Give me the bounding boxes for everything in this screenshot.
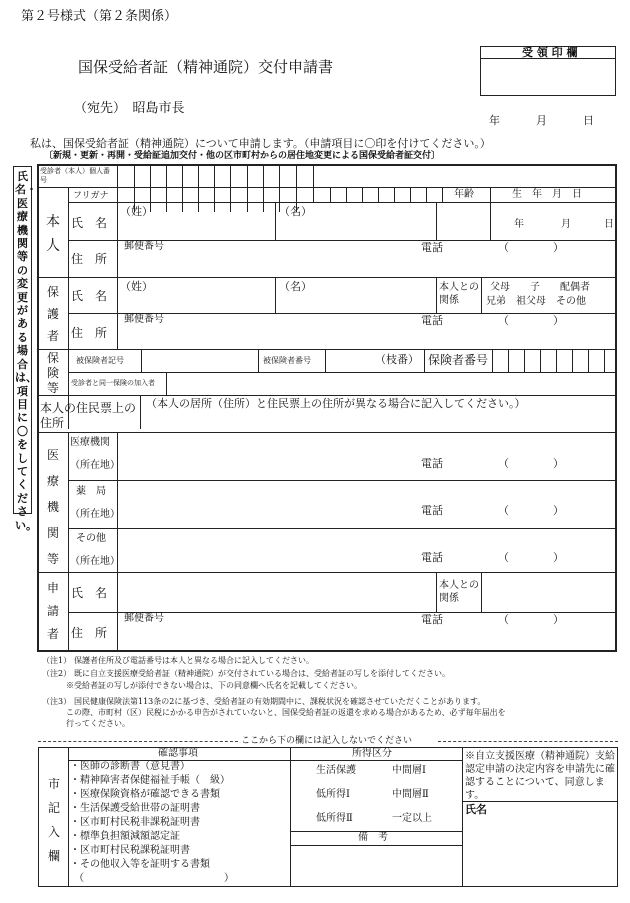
other-facility-label: その他 [76,533,106,544]
applicant-phone-label: 電話 [421,613,443,626]
check-item-6: ・標準負担額減額認定証 [70,831,180,842]
check-item-1: ・医師の診断書（意見書） [70,761,190,772]
birthdate-label: 生 年 月 日 [512,189,582,200]
note3c: 行ってください。 [66,719,130,728]
hospital-label: 医療機関 [70,437,110,448]
guardian-address-label: 住 所 [71,326,108,340]
insurer-number-label: 保険者番号 [428,353,489,367]
note1-num: （注1） [42,656,72,665]
stamp-box-label: 受 領 印 欄 [522,46,578,59]
consent-name-label: 氏名 [465,803,487,816]
applicant-postal: 郵便番号 [124,613,164,624]
birth-year: 年 [514,219,524,230]
pharmacy-phone-label: 電話 [421,504,443,517]
note3: 国民健康保険法第113条の2に基づき、受給者証の有効期間中に、課税状況を確認させていただくことがあります。 [74,697,486,706]
check-item-paren: （ ） [74,873,234,884]
insured-number: 被保険者番号 [263,356,311,365]
form-number: 第２号様式（第２条関係） [21,9,178,24]
note2b: ※受給者証の写しが添付できない場合は、下の同意欄へ氏名を記載してください。 [66,681,362,690]
honin-address-label: 住 所 [71,252,108,266]
honin-section: 本人 [46,214,60,254]
income-4: 中間層Ⅱ [392,789,429,800]
pharmacy-location: （所在地） [70,509,120,520]
guardian-name-label: 氏 名 [71,289,108,303]
note3-num: （注3） [42,697,72,706]
other-facility-location: （所在地） [70,556,120,567]
check-item-8: ・その他収入等を証明する書類 [70,859,210,870]
guardian-surname: （姓） [120,280,153,293]
hospital-phone-label: 電話 [421,457,443,470]
hospital-phone: （ ） [498,457,564,470]
birth-month: 月 [561,219,571,230]
check-item-3: ・医療保険資格が確認できる書類 [70,789,220,800]
applicant-name-label: 氏 名 [71,586,108,600]
office-divider: ここから下の欄には記入しないでください [241,736,413,746]
income-1: 生活保護 [316,765,356,776]
side-note: 氏名・医療機関等の変更がある場合は、項目に〇をしてください。 [15,170,37,532]
income-header: 所得区分 [352,748,392,759]
income-2: 中間層Ⅰ [392,765,426,776]
guardian-phone: （ ） [498,314,564,327]
honin-phone: （ ） [498,241,564,254]
applicant-address-label: 住 所 [71,626,108,640]
consent-text: ※自立支援医療（精神通院）支給認定申請の決定内容を申請先に確認することについて、同意します。 [465,751,615,801]
pharmacy-label: 薬 局 [76,486,106,497]
form-title: 国保受給者証（精神通院）交付申請書 [78,58,334,76]
check-item-5: ・区市町村民税非課税証明書 [70,817,200,828]
residence-label: 本人の住民票上の住所 [40,401,137,430]
honin-postal: 郵便番号 [124,241,164,252]
application-types: 〔新規・更新・再開・受給証追加交付・他の区市町村からの居住地変更による国保受給者証交付〕 [44,151,441,161]
note1: 保護者住所及び電話番号は本人と異なる場合に記入してください。 [74,656,314,665]
guardian-phone-label: 電話 [421,314,443,327]
office-section: 市記入欄 [47,777,60,863]
check-item-4: ・生活保護受給世帯の証明書 [70,803,200,814]
honin-given: （名） [279,205,312,218]
applicant-section: 申請者 [46,581,59,641]
honin-name-label: 氏 名 [71,216,108,230]
intro-text: 私は、国保受給者証（精神通院）について申請します。（申請項目に〇印を付けてください。） [30,137,491,150]
applicant-phone: （ ） [498,613,564,626]
income-6: 一定以上 [392,813,432,824]
same-insurance-label: 受診者と同一保険の加入者 [71,379,155,387]
check-item-2: ・精神障害者保健福祉手帳（ 級） [70,775,230,786]
check-item-7: ・区市町村民税課税証明書 [70,845,190,856]
date-month: 月 [536,114,547,127]
date-year: 年 [489,114,500,127]
income-5: 低所得Ⅱ [316,813,353,824]
guardian-relations-row1: 父母 子 配偶者 [490,282,590,293]
age-label: 年齢 [454,189,474,200]
furigana-label: フリガナ [73,191,109,201]
remarks-header: 備 考 [358,832,388,843]
applicant-relation-label: 本人との関係 [439,580,479,604]
note2: 既に自立支援医療受給者証（精神通院）が交付されている場合は、受給者証の写しを添付してください。 [74,669,450,678]
guardian-section: 保護者 [46,285,59,343]
birth-day: 日 [604,219,614,230]
pharmacy-phone: （ ） [498,504,564,517]
note2-num: （注2） [42,669,72,678]
guardian-relation-label: 本人との関係 [439,282,479,306]
guardian-relations-row2: 兄弟 祖父母 その他 [486,296,586,307]
date-day: 日 [583,114,594,127]
insured-symbol: 被保険者記号 [76,356,124,365]
other-facility-phone: （ ） [498,551,564,564]
note3b: この際、市町村（区）民税にかかる申告がされていないと、国保受給者証の返還を求める場合があるため、必ず毎年届出を [66,708,506,717]
honin-surname: （姓） [120,205,153,218]
other-facility-phone-label: 電話 [421,551,443,564]
insurance-section: 保険等 [46,351,59,395]
residence-note: （本人の居所（住所）と住民票上の住所が異なる場合に記入してください。） [146,397,526,410]
hospital-location: （所在地） [70,460,120,471]
honin-phone-label: 電話 [421,241,443,254]
guardian-given: （名） [279,280,312,293]
addressee: （宛先） 昭島市長 [74,101,185,116]
recipient-id-label: 受診者（本人）個人番号 [40,167,110,184]
income-3: 低所得Ⅰ [316,789,350,800]
medical-section: 医療機関等 [46,448,59,566]
check-header: 確認事項 [158,748,198,759]
branch-number: （枝番） [375,353,419,366]
guardian-postal: 郵便番号 [124,314,164,325]
